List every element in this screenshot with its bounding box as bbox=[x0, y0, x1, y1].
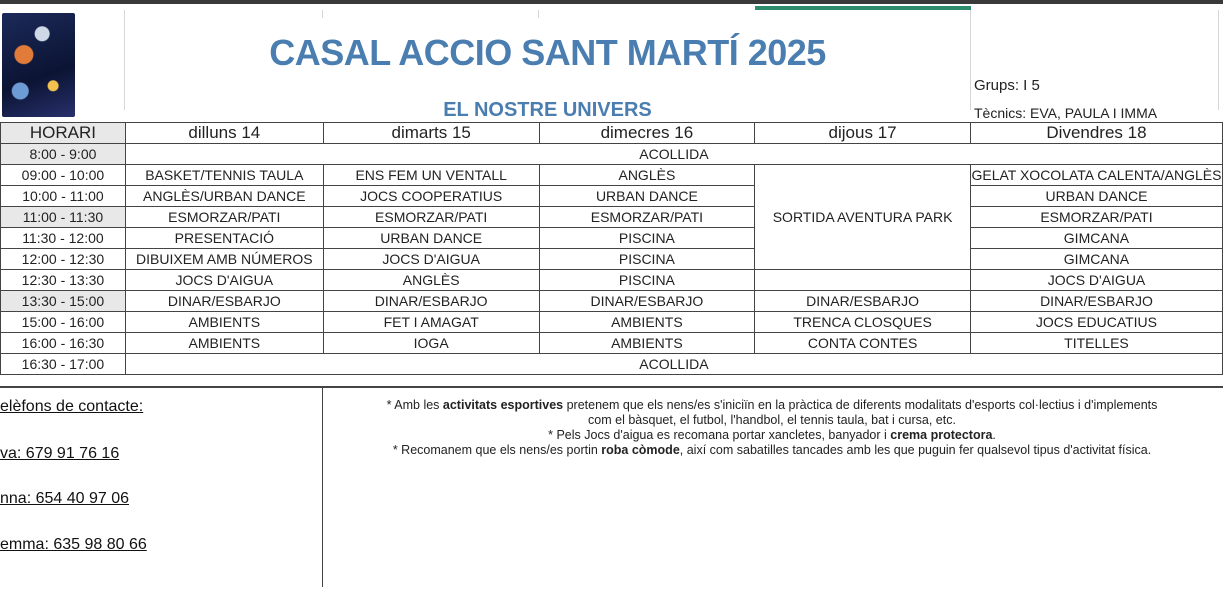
gridline bbox=[322, 10, 323, 18]
activity-cell[interactable]: AMBIENTS bbox=[539, 312, 755, 333]
table-row bbox=[1, 207, 1223, 228]
activity-cell[interactable]: BASKET/TENNIS TAULA bbox=[125, 165, 323, 186]
schedule-table bbox=[0, 122, 1223, 375]
sortida-cell[interactable]: SORTIDA AVENTURA PARK bbox=[755, 165, 971, 270]
activity-cell[interactable]: ESMORZAR/PATI bbox=[970, 207, 1222, 228]
activity-cell[interactable]: PISCINA bbox=[539, 228, 755, 249]
day-header[interactable]: dimarts 15 bbox=[323, 123, 539, 144]
activity-cell[interactable]: AMBIENTS bbox=[125, 312, 323, 333]
contact-eva[interactable]: va: 679 91 76 16 bbox=[0, 445, 120, 462]
activity-cell[interactable]: JOCS COOPERATIUS bbox=[323, 186, 539, 207]
table-row bbox=[1, 270, 1223, 291]
activity-cell[interactable]: JOCS D'AIGUA bbox=[323, 249, 539, 270]
table-row bbox=[1, 249, 1223, 270]
time-cell[interactable]: 13:30 - 15:00 bbox=[1, 291, 126, 312]
contacts-heading[interactable]: elèfons de contacte: bbox=[0, 398, 144, 415]
note-water: * Pels Jocs d'aigua es recomana portar xancletes, banyador i crema protectora. bbox=[548, 428, 996, 442]
time-cell[interactable]: 12:30 - 13:30 bbox=[1, 270, 126, 291]
time-cell[interactable]: 16:00 - 16:30 bbox=[1, 333, 126, 354]
time-cell[interactable]: 16:30 - 17:00 bbox=[1, 354, 126, 375]
activity-cell[interactable]: DINAR/ESBARJO bbox=[970, 291, 1222, 312]
table-row bbox=[1, 144, 1223, 165]
activity-cell[interactable]: AMBIENTS bbox=[125, 333, 323, 354]
table-row bbox=[1, 165, 1223, 186]
activity-cell[interactable]: IOGA bbox=[323, 333, 539, 354]
contact-anna[interactable]: nna: 654 40 97 06 bbox=[0, 490, 130, 507]
activity-cell[interactable]: DINAR/ESBARJO bbox=[755, 291, 971, 312]
activity-cell[interactable]: ESMORZAR/PATI bbox=[323, 207, 539, 228]
time-cell[interactable]: 09:00 - 10:00 bbox=[1, 165, 126, 186]
page-subtitle: EL NOSTRE UNIVERS bbox=[443, 99, 652, 121]
gridline bbox=[970, 10, 971, 110]
acollida-cell[interactable]: ACOLLIDA bbox=[125, 354, 1222, 375]
activity-cell[interactable]: PISCINA bbox=[539, 270, 755, 291]
activity-cell[interactable]: ANGLÈS/URBAN DANCE bbox=[125, 186, 323, 207]
activity-cell[interactable]: ANGLÈS bbox=[539, 165, 755, 186]
notes-text[interactable] bbox=[322, 398, 1222, 458]
activity-cell[interactable]: ESMORZAR/PATI bbox=[125, 207, 323, 228]
activity-cell[interactable]: JOCS D'AIGUA bbox=[125, 270, 323, 291]
activity-cell[interactable]: PISCINA bbox=[539, 249, 755, 270]
activity-cell[interactable]: JOCS EDUCATIUS bbox=[970, 312, 1222, 333]
time-cell[interactable]: 12:00 - 12:30 bbox=[1, 249, 126, 270]
activity-cell[interactable]: DINAR/ESBARJO bbox=[125, 291, 323, 312]
activity-cell[interactable]: GIMCANA bbox=[970, 228, 1222, 249]
note-sports: * Amb les activitats esportives pretenem que els nens/es s'iniciïn en la pràctica de diferents modalitats d'esports col·lectius i d'implements bbox=[386, 398, 1158, 412]
activity-cell[interactable]: FET I AMAGAT bbox=[323, 312, 539, 333]
space-planets-icon bbox=[2, 13, 75, 117]
time-cell[interactable]: 15:00 - 16:00 bbox=[1, 312, 126, 333]
technicians-label: Tècnics: EVA, PAULA I IMMA bbox=[974, 105, 1158, 121]
gridline bbox=[538, 10, 539, 18]
table-row bbox=[1, 333, 1223, 354]
activity-cell[interactable]: TRENCA CLOSQUES bbox=[755, 312, 971, 333]
day-header[interactable]: dijous 17 bbox=[755, 123, 971, 144]
day-header[interactable]: Divendres 18 bbox=[970, 123, 1222, 144]
activity-cell[interactable]: JOCS D'AIGUA bbox=[970, 270, 1222, 291]
day-header[interactable]: dimecres 16 bbox=[539, 123, 755, 144]
activity-cell[interactable]: ESMORZAR/PATI bbox=[539, 207, 755, 228]
gridline bbox=[1218, 10, 1219, 110]
window-top-bar bbox=[0, 0, 1223, 4]
note-clothing: * Recomanem que els nens/es portin roba còmode, així com sabatilles tancades amb les que puguin fer qualsevol tipus d'activitat física. bbox=[392, 443, 1152, 457]
table-row bbox=[1, 186, 1223, 207]
activity-cell[interactable]: URBAN DANCE bbox=[970, 186, 1222, 207]
time-cell[interactable]: 8:00 - 9:00 bbox=[1, 144, 126, 165]
time-cell[interactable]: 11:30 - 12:00 bbox=[1, 228, 126, 249]
day-header[interactable]: dilluns 14 bbox=[125, 123, 323, 144]
table-row bbox=[1, 228, 1223, 249]
page-title: CASAL ACCIO SANT MARTÍ 2025 bbox=[269, 32, 826, 73]
activity-cell[interactable]: URBAN DANCE bbox=[539, 186, 755, 207]
time-cell[interactable]: 10:00 - 11:00 bbox=[1, 186, 126, 207]
activity-cell[interactable]: DINAR/ESBARJO bbox=[323, 291, 539, 312]
activity-cell[interactable]: CONTA CONTES bbox=[755, 333, 971, 354]
table-row bbox=[1, 354, 1223, 375]
activity-cell[interactable]: GELAT XOCOLATA CALENTA/ANGLÈS bbox=[970, 165, 1222, 186]
activity-cell[interactable]: AMBIENTS bbox=[539, 333, 755, 354]
activity-cell[interactable]: TITELLES bbox=[970, 333, 1222, 354]
acollida-cell[interactable]: ACOLLIDA bbox=[125, 144, 1222, 165]
activity-cell[interactable]: DIBUIXEM AMB NÚMEROS bbox=[125, 249, 323, 270]
time-cell[interactable]: 11:00 - 11:30 bbox=[1, 207, 126, 228]
activity-cell[interactable]: ENS FEM UN VENTALL bbox=[323, 165, 539, 186]
activity-cell[interactable]: URBAN DANCE bbox=[323, 228, 539, 249]
table-header-row bbox=[1, 123, 1223, 144]
activity-cell[interactable]: GIMCANA bbox=[970, 249, 1222, 270]
activity-cell[interactable]: PRESENTACIÓ bbox=[125, 228, 323, 249]
groups-label: Grups: I 5 bbox=[974, 77, 1040, 94]
time-header[interactable]: HORARI bbox=[1, 123, 126, 144]
table-row bbox=[1, 291, 1223, 312]
table-row bbox=[1, 312, 1223, 333]
activity-cell[interactable]: ANGLÈS bbox=[323, 270, 539, 291]
activity-cell[interactable]: DINAR/ESBARJO bbox=[539, 291, 755, 312]
activity-cell[interactable] bbox=[755, 270, 971, 291]
note-sports-cont: com el bàsquet, el futbol, l'handbol, el tennis taula, bat i cursa, etc. bbox=[588, 413, 956, 427]
contact-gemma[interactable]: emma: 635 98 80 66 bbox=[0, 536, 147, 553]
